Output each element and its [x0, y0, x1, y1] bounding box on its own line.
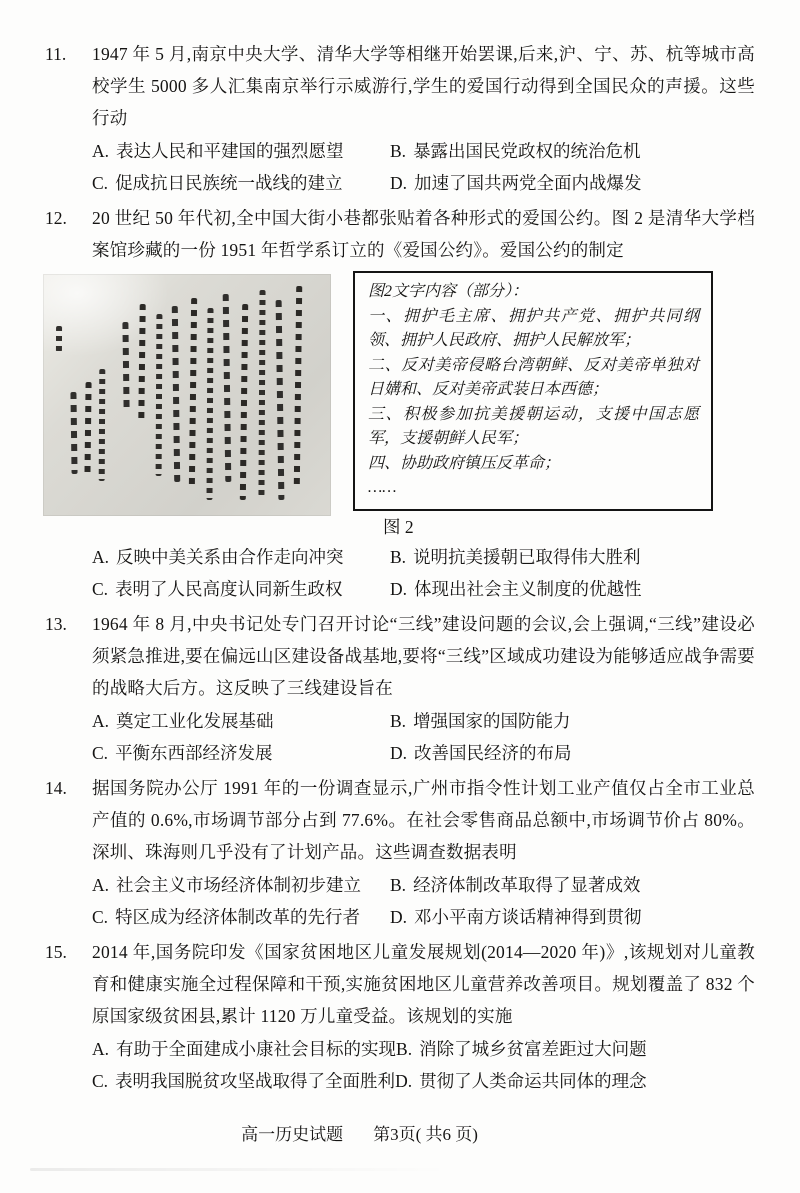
question-15-head	[0, 936, 755, 1032]
ink-column	[156, 314, 163, 476]
option-label: C.	[92, 173, 109, 193]
ink-column	[172, 306, 180, 482]
option-text: 表明了人民高度认同新生政权	[115, 578, 343, 599]
option-label: A.	[92, 710, 110, 731]
question-stem: 20 世纪 50 年代初,全中国大街小巷都张贴着各种形式的爱国公约。图 2 是清华大学档案馆珍藏的一份 1951 年哲学系订立的《爱国公约》。爱国公约的制定	[92, 208, 755, 260]
ink-column	[56, 326, 62, 352]
ink-column	[294, 286, 302, 488]
option-text: 表达人民和平建国的强烈愿望	[116, 141, 344, 161]
option-row	[92, 737, 755, 769]
option-d	[395, 1065, 755, 1097]
option-label: B.	[396, 1038, 413, 1059]
option-row	[92, 135, 755, 167]
option-a	[92, 1033, 396, 1065]
ink-column	[223, 294, 232, 482]
question-14	[0, 772, 755, 933]
question-number: 13.	[45, 613, 67, 634]
ink-column	[276, 300, 285, 500]
option-label: C.	[92, 742, 109, 763]
option-row	[92, 1065, 755, 1097]
option-b	[390, 135, 755, 167]
question-12-head	[0, 202, 755, 266]
option-text: 消除了城乡贫富差距过大问题	[419, 1038, 647, 1059]
option-text: 平衡东西部经济发展	[115, 742, 273, 763]
option-text: 社会主义市场经济体制初步建立	[116, 874, 362, 895]
ink-column	[84, 382, 91, 478]
option-d	[390, 901, 755, 933]
question-13-head	[0, 608, 755, 704]
option-label: B.	[390, 546, 407, 567]
figure-box-title: 图2文字内容（部分）：	[368, 283, 529, 300]
option-label: D.	[390, 173, 408, 193]
option-label: C.	[92, 578, 109, 599]
option-label: D.	[395, 1070, 413, 1091]
option-text: 加速了国共两党全面内战爆发	[414, 173, 642, 193]
ink-column	[240, 304, 248, 500]
figure-box-item: 四、协助政府镇压反革命；	[368, 454, 561, 472]
option-label: B.	[390, 710, 407, 731]
figure-box-item: 二、反对美帝侵略台湾朝鲜、反对美帝单独对日媾和、反对美帝武装日本西德；	[368, 356, 699, 398]
option-row	[92, 705, 755, 737]
option-text: 体现出社会主义制度的优越性	[414, 578, 642, 599]
option-text: 有助于全面建成小康社会目标的实现	[116, 1038, 397, 1059]
option-row	[92, 541, 755, 573]
figure-text-box	[353, 271, 713, 511]
figure-caption: 图 2	[383, 516, 414, 537]
scan-artifact	[30, 1168, 450, 1171]
option-c	[92, 167, 390, 199]
figure-box-item: 三、积极参加抗美援朝运动，支援中国志愿军，支援朝鲜人民军；	[368, 405, 699, 447]
option-text: 反映中美关系由合作走向冲突	[116, 546, 344, 567]
figure-2-right	[353, 271, 713, 538]
option-text: 经济体制改革取得了显著成效	[413, 874, 641, 895]
question-stem: 1947 年 5 月,南京中央大学、清华大学等相继开始罢课,后来,沪、宁、苏、杭等城市高校学生 5000 多人汇集南京举行示威游行,学生的爱国行动得到全国民众的声援。这些行动	[92, 44, 755, 128]
option-d	[390, 737, 755, 769]
question-12	[0, 202, 755, 605]
ink-column	[70, 392, 77, 474]
option-text: 贯彻了人类命运共同体的理念	[419, 1070, 647, 1091]
question-stem: 据国务院办公厅 1991 年的一份调查显示,广州市指令性计划工业产值仅占全市工业总产值的 0.6%,市场调节部分占到 77.6%。在社会零售商品总额中,市场调节价占 80%。深圳、珠海则几乎没有了计划产品。这些调查数据表明	[92, 777, 755, 862]
option-text: 增强国家的国防能力	[413, 710, 571, 731]
option-c	[92, 1065, 395, 1097]
option-text: 邓小平南方谈话精神得到贯彻	[414, 906, 642, 927]
option-a	[92, 869, 390, 901]
question-11	[0, 38, 755, 199]
option-text: 改善国民经济的布局	[414, 742, 572, 763]
option-label: C.	[92, 906, 109, 927]
ink-column	[99, 369, 106, 481]
figure-2	[43, 271, 755, 538]
page-footer	[0, 1123, 737, 1147]
question-11-head	[0, 38, 755, 134]
option-label: D.	[390, 906, 408, 927]
option-label: B.	[390, 874, 407, 895]
option-d	[390, 573, 755, 605]
question-13-options	[0, 705, 755, 769]
option-text: 说明抗美援朝已取得伟大胜利	[413, 546, 641, 567]
question-12-options	[0, 541, 755, 605]
option-a	[92, 541, 390, 573]
figure-box-ellipsis: ……	[368, 479, 397, 496]
option-label: C.	[92, 1070, 109, 1091]
option-row	[92, 1033, 755, 1065]
question-13	[0, 608, 755, 769]
ink-column	[206, 308, 213, 500]
manuscript-photo	[43, 274, 331, 516]
option-c	[92, 737, 390, 769]
option-text: 奠定工业化发展基础	[116, 710, 274, 731]
question-15-options	[0, 1033, 755, 1097]
question-stem: 2014 年,国务院印发《国家贫困地区儿童发展规划(2014—2020 年)》,该规划对儿童教育和健康实施全过程保障和干预,实施贫困地区儿童营养改善项目。规划覆盖了 832 个原国家级贫困县,累计 1120 万儿童受益。该规划的实施	[92, 941, 755, 1026]
option-text: 表明我国脱贫攻坚战取得了全面胜利	[115, 1070, 396, 1091]
question-number: 12.	[45, 208, 67, 228]
ink-column	[258, 290, 265, 496]
option-c	[92, 901, 390, 933]
option-text: 促成抗日民族统一战线的建立	[115, 173, 343, 193]
option-label: D.	[390, 578, 408, 599]
option-a	[92, 135, 390, 167]
question-stem: 1964 年 8 月,中央书记处专门召开讨论“三线”建设问题的会议,会上强调,“三线”建设必须紧急推进,要在偏远山区建设备战基地,要将“三线”区域成功建设为能够适应战争需要的战略大后方。这反映了三线建设旨在	[92, 613, 755, 698]
option-row	[92, 901, 755, 933]
footer-exam-title: 高一历史试题	[241, 1124, 344, 1144]
question-11-options	[0, 135, 755, 199]
option-label: A.	[92, 1038, 110, 1059]
option-b	[390, 541, 755, 573]
footer-page-info: 第3页( 共6 页)	[373, 1124, 478, 1144]
option-c	[92, 573, 390, 605]
option-a	[92, 705, 390, 737]
option-label: B.	[390, 141, 407, 161]
option-b	[390, 705, 755, 737]
figure-box-item: 一、拥护毛主席、拥护共产党、拥护共同纲领、拥护人民政府、拥护人民解放军；	[368, 307, 699, 349]
question-14-head	[0, 772, 755, 868]
option-text: 特区成为经济体制改革的先行者	[115, 906, 361, 927]
question-14-options	[0, 869, 755, 933]
option-label: A.	[92, 874, 110, 895]
option-label: A.	[92, 546, 110, 567]
option-row	[92, 869, 755, 901]
question-number: 15.	[45, 941, 67, 962]
question-number: 14.	[45, 777, 67, 798]
option-d	[390, 167, 755, 199]
question-15	[0, 936, 755, 1097]
option-b	[396, 1033, 755, 1065]
option-label: A.	[92, 141, 110, 161]
ink-column	[122, 322, 129, 410]
option-b	[390, 869, 755, 901]
ink-column	[138, 304, 145, 422]
ink-column	[189, 298, 197, 488]
option-row	[92, 167, 755, 199]
option-text: 暴露出国民党政权的统治危机	[413, 141, 641, 161]
option-label: D.	[390, 742, 408, 763]
option-row	[92, 573, 755, 605]
question-number: 11.	[45, 44, 67, 64]
